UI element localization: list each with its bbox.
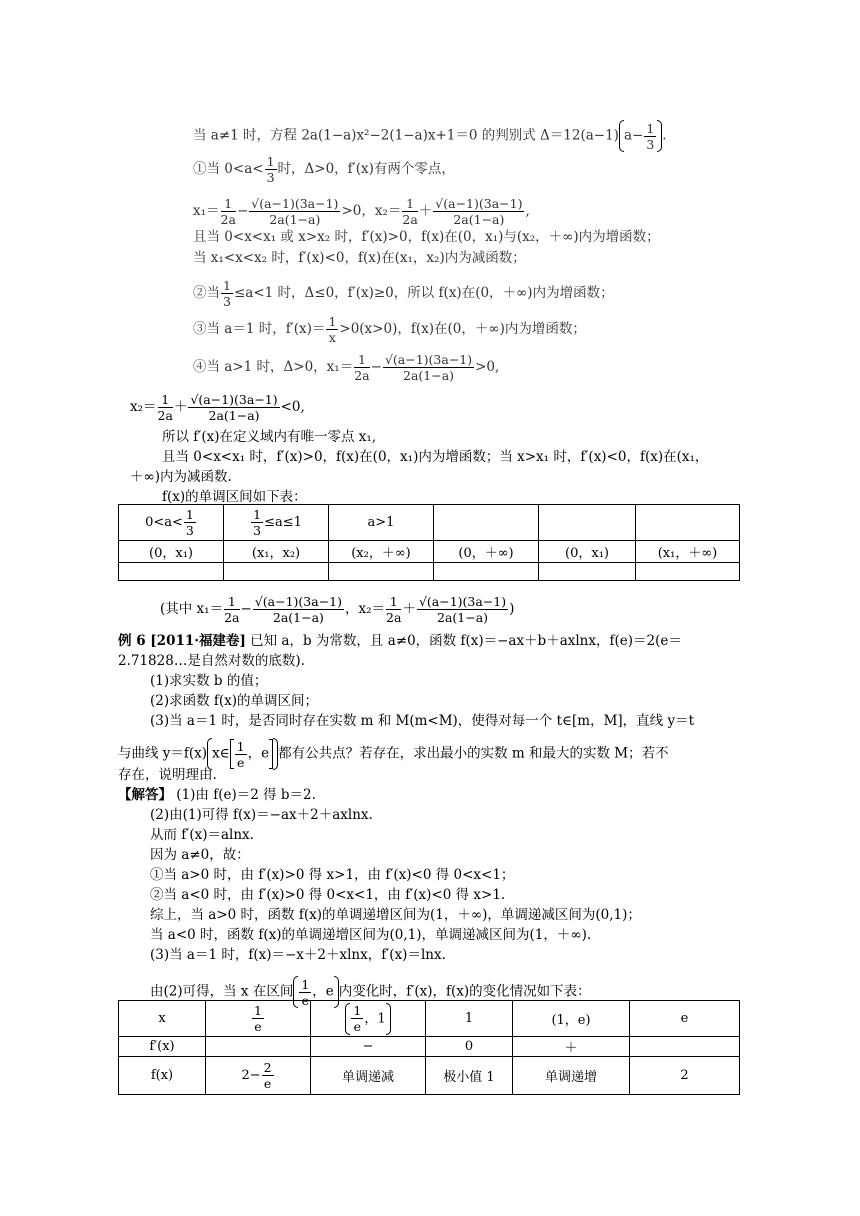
- text: (1)由 f(e)＝2 得 b＝2.: [176, 787, 316, 803]
- text: 与曲线 y＝f(x): [118, 745, 208, 762]
- fraction: [262, 1060, 274, 1091]
- text: ，x₂＝: [345, 601, 386, 617]
- den: 2a(1−a): [208, 408, 260, 423]
- table-cell: 单调递减: [311, 1057, 426, 1095]
- fraction: [433, 196, 524, 227]
- den: 3: [223, 294, 231, 309]
- den: 2a: [402, 212, 418, 227]
- variation-table: [118, 1000, 740, 1095]
- text: 已知 a，b 为常数，且 a≠0，函数 f(x)＝−ax＋b＋axlnx，f(e)＝2(e＝: [250, 633, 682, 649]
- intervals-table: [118, 504, 740, 581]
- table-cell: (0，x₁): [539, 541, 636, 563]
- text: <0,: [280, 399, 305, 415]
- text: a−: [623, 127, 644, 144]
- img-line-8: [193, 352, 499, 383]
- table-cell: 极小值 1: [426, 1057, 513, 1095]
- img-line-2: [193, 154, 455, 185]
- para-1: 所以 f′(x)在定义域内有唯一零点 x₁,: [162, 429, 377, 445]
- fraction: [402, 196, 417, 227]
- num: 1: [253, 507, 262, 522]
- table-cell: [434, 563, 539, 581]
- text: ④当 a>1 时，Δ>0，x₁＝: [193, 359, 354, 375]
- table-cell: f(x): [119, 1057, 206, 1095]
- note-line: [160, 594, 514, 625]
- den: 2a: [354, 368, 370, 383]
- num: 1: [158, 392, 173, 408]
- num: 1: [646, 120, 655, 136]
- den: x: [328, 330, 336, 345]
- table-row: [119, 505, 740, 541]
- question-3: (3)当 a＝1 时，是否同时存在实数 m 和 M(m<M)，使得对每一个 t∈[m，M]，直线 y＝t: [150, 713, 695, 729]
- den: 2a: [220, 212, 236, 227]
- den: 3: [185, 523, 194, 538]
- text: ＋: [173, 399, 188, 415]
- fraction: [644, 121, 656, 152]
- answer-8: 当 a<0 时，函数 f(x)的单调递增区间为(0,1)，单调递减区间为(1，＋∞).: [150, 927, 592, 943]
- den: 2a: [157, 408, 173, 423]
- fraction: [383, 352, 474, 383]
- table-cell: 2: [630, 1057, 740, 1095]
- text: ①当 0<a<: [193, 161, 264, 177]
- para-3: ＋∞)内为减函数.: [130, 469, 232, 485]
- fraction: [351, 1003, 363, 1034]
- text: 内变化时，f′(x)，f(x)的变化情况如下表：: [338, 983, 591, 1000]
- fraction: [417, 594, 508, 625]
- answer-9: (3)当 a＝1 时，f(x)＝−x＋2＋xlnx，f′(x)＝lnx.: [150, 947, 446, 963]
- fraction: [253, 594, 344, 625]
- question-2: (2)求函数 f(x)的单调区间；: [150, 693, 319, 709]
- text: ): [509, 601, 515, 617]
- den: 2a(1−a): [272, 610, 324, 625]
- text: 2−: [241, 1068, 261, 1083]
- num: 1: [266, 154, 275, 169]
- table-cell: (1，e): [513, 1001, 630, 1037]
- num: 1: [354, 352, 369, 368]
- img-line-5: 当 x₁<x<x₂ 时，f′(x)<0，f(x)在(x₁，x₂)内为减函数；: [193, 250, 526, 266]
- question-1: (1)求实数 b 的值；: [150, 673, 268, 689]
- table-cell: (x₂，＋∞): [329, 541, 434, 563]
- text: .: [662, 127, 667, 144]
- table-row: [119, 563, 740, 581]
- table-cell: −: [311, 1037, 426, 1057]
- table-cell: [636, 563, 740, 581]
- table-cell: [636, 505, 740, 541]
- num: √(a−1)(3a−1): [254, 594, 342, 609]
- fraction: [251, 507, 263, 538]
- para-2: 且当 0<x<x₁ 时，f′(x)>0，f(x)在(0，x₁)内为增函数；当 x>x₁ 时，f′(x)<0，f(x)在(x₁，: [162, 449, 709, 465]
- num: 1: [224, 594, 239, 610]
- num: √(a−1)(3a−1): [418, 594, 507, 609]
- table-cell: 单调递增: [513, 1057, 630, 1095]
- table-cell: 1: [426, 1001, 513, 1037]
- table-cell: [224, 563, 329, 581]
- den: 3: [253, 523, 262, 538]
- example-title: 例 6 [2011·福建卷]: [118, 633, 246, 649]
- img-line-1: [193, 120, 667, 152]
- text: ＋: [418, 203, 433, 219]
- text: −: [370, 359, 382, 375]
- num: √(a−1)(3a−1): [384, 352, 473, 367]
- table-cell: (x₁，x₂): [224, 541, 329, 563]
- table-cell: [434, 505, 539, 541]
- num: √(a−1)(3a−1): [190, 392, 278, 407]
- table-row: [119, 1037, 740, 1057]
- fraction: [249, 196, 340, 227]
- table-cell: [206, 1037, 311, 1057]
- den: e: [263, 1076, 272, 1091]
- den: 2a(1−a): [437, 610, 489, 625]
- table-row: [119, 1057, 740, 1095]
- num: 1: [301, 976, 310, 992]
- img-line-7: [193, 314, 586, 345]
- den: e: [301, 992, 309, 1008]
- img-line-6: [193, 278, 614, 309]
- table-cell: (x₁，＋∞): [636, 541, 740, 563]
- bracket-left: [230, 739, 234, 769]
- num: 1: [386, 594, 401, 610]
- text: ，e: [312, 983, 334, 1000]
- table-cell: 0: [426, 1037, 513, 1057]
- answer-1: [118, 786, 316, 804]
- fraction: [386, 594, 401, 625]
- num: 1: [185, 507, 194, 522]
- num: 1: [402, 196, 417, 212]
- table-cell: [119, 505, 224, 541]
- fraction: [221, 278, 233, 309]
- text: 都有公共点？若存在，求出最小的实数 m 和最大的实数 M；若不: [278, 745, 669, 762]
- answer-4: 因为 a≠0，故：: [150, 847, 250, 863]
- text: (其中 x₁＝: [160, 601, 224, 617]
- num: 1: [353, 1003, 362, 1018]
- fraction: [158, 392, 173, 423]
- table-cell: e: [630, 1001, 740, 1037]
- text: >0,: [475, 359, 500, 375]
- text: ＋: [402, 601, 416, 617]
- text: −: [236, 203, 249, 219]
- num: 1: [328, 314, 337, 329]
- fraction: [224, 594, 239, 625]
- text: 0<a<: [145, 515, 183, 530]
- den: 2a: [386, 610, 402, 625]
- table-cell: [206, 1001, 311, 1037]
- text: ，1: [364, 1011, 386, 1026]
- answer-5: ①当 a>0 时，由 f′(x)>0 得 x>1，由 f′(x)<0 得 0<x<1；: [150, 867, 515, 883]
- paren-right: [386, 1003, 391, 1035]
- answer-2: (2)由(1)可得 f(x)＝−ax＋2＋axlnx.: [150, 807, 373, 823]
- table-cell: f′(x): [119, 1037, 206, 1057]
- num: 2: [263, 1060, 272, 1075]
- paren-left: [345, 1003, 350, 1035]
- den: e: [353, 1019, 362, 1034]
- text: ≤a≤1: [264, 515, 302, 530]
- example-6-line-1: [118, 632, 682, 650]
- table-cell: [630, 1037, 740, 1057]
- num: 1: [223, 278, 231, 293]
- table-cell: a>1: [329, 505, 434, 541]
- fraction: [184, 507, 196, 538]
- text: >0(x>0)，f(x)在(0，＋∞)内为增函数；: [339, 321, 586, 337]
- table-cell: [539, 563, 636, 581]
- num: √(a−1)(3a−1): [251, 196, 339, 211]
- table-cell: ＋: [513, 1037, 630, 1057]
- table-cell: (0，＋∞): [434, 541, 539, 563]
- fraction: [252, 1003, 264, 1034]
- table-cell: [119, 563, 224, 581]
- answer-tag: 【解答】: [118, 787, 172, 803]
- text: x₁＝: [193, 203, 220, 219]
- den: 3: [266, 170, 275, 185]
- num: 1: [221, 196, 236, 212]
- table-cell: [206, 1057, 311, 1095]
- table-cell: [329, 563, 434, 581]
- text: x₂＝: [130, 399, 157, 415]
- text: >0，x₂＝: [341, 203, 402, 219]
- den: 2a(1−a): [403, 368, 455, 383]
- table-cell: [539, 505, 636, 541]
- table-row: [119, 1001, 740, 1037]
- num: 1: [236, 738, 245, 754]
- text: ≤a<1 时，Δ≤0，f′(x)≥0，所以 f(x)在(0，＋∞)内为增函数；: [233, 285, 614, 301]
- table-cell: [311, 1001, 426, 1037]
- den: 2a(1−a): [269, 212, 321, 227]
- num: 1: [254, 1003, 262, 1018]
- text: ③当 a＝1 时，f′(x)＝: [193, 321, 326, 337]
- answer-6: ②当 a<0 时，由 f′(x)>0 得 0<x<1，由 f′(x)<0 得 x>1.: [150, 887, 506, 903]
- example-6-line-2: 2.71828…是自然对数的底数).: [118, 653, 305, 669]
- table-cell: [224, 505, 329, 541]
- img-line-3: [193, 196, 530, 227]
- table-cell: x: [119, 1001, 206, 1037]
- num: √(a−1)(3a−1): [435, 196, 523, 211]
- img-line-4: 且当 0<x<x₁ 或 x>x₂ 时，f′(x)>0，f(x)在(0，x₁)与(x₂，＋∞)内为增函数；: [193, 229, 660, 245]
- table-cell: (0，x₁): [119, 541, 224, 563]
- fraction: [326, 314, 338, 345]
- x2-formula: [130, 392, 305, 423]
- text: ②当: [193, 285, 220, 301]
- text: −: [240, 601, 252, 617]
- fraction: [188, 392, 279, 423]
- den: 2a: [224, 610, 240, 625]
- answer-7: 综上，当 a>0 时，函数 f(x)的单调递增区间为(1，＋∞)，单调递减区间为(0,1)；: [150, 907, 641, 923]
- den: e: [254, 1019, 262, 1034]
- text: ，e: [247, 745, 270, 762]
- fraction: [354, 352, 369, 383]
- den: 3: [646, 136, 655, 152]
- text: x∈: [212, 745, 230, 762]
- question-3-end: 存在，说明理由.: [118, 767, 217, 783]
- den: e: [236, 754, 245, 770]
- text: 当 a≠1 时，方程 2a(1−a)x²−2(1−a)x+1＝0 的判别式 Δ＝12(a−1): [193, 127, 619, 144]
- table-row: [119, 541, 740, 563]
- answer-3: 从而 f′(x)＝alnx.: [150, 827, 254, 843]
- text: 由(2)可得，当 x 在区间: [150, 983, 294, 1000]
- fraction: [235, 739, 247, 770]
- fraction: [221, 196, 236, 227]
- para-4: f(x)的单调区间如下表：: [162, 489, 307, 505]
- text: ,: [525, 203, 530, 219]
- fraction: [265, 154, 277, 185]
- text: 时，Δ>0，f′(x)有两个零点，: [277, 161, 455, 177]
- den: 2a(1−a): [453, 212, 505, 227]
